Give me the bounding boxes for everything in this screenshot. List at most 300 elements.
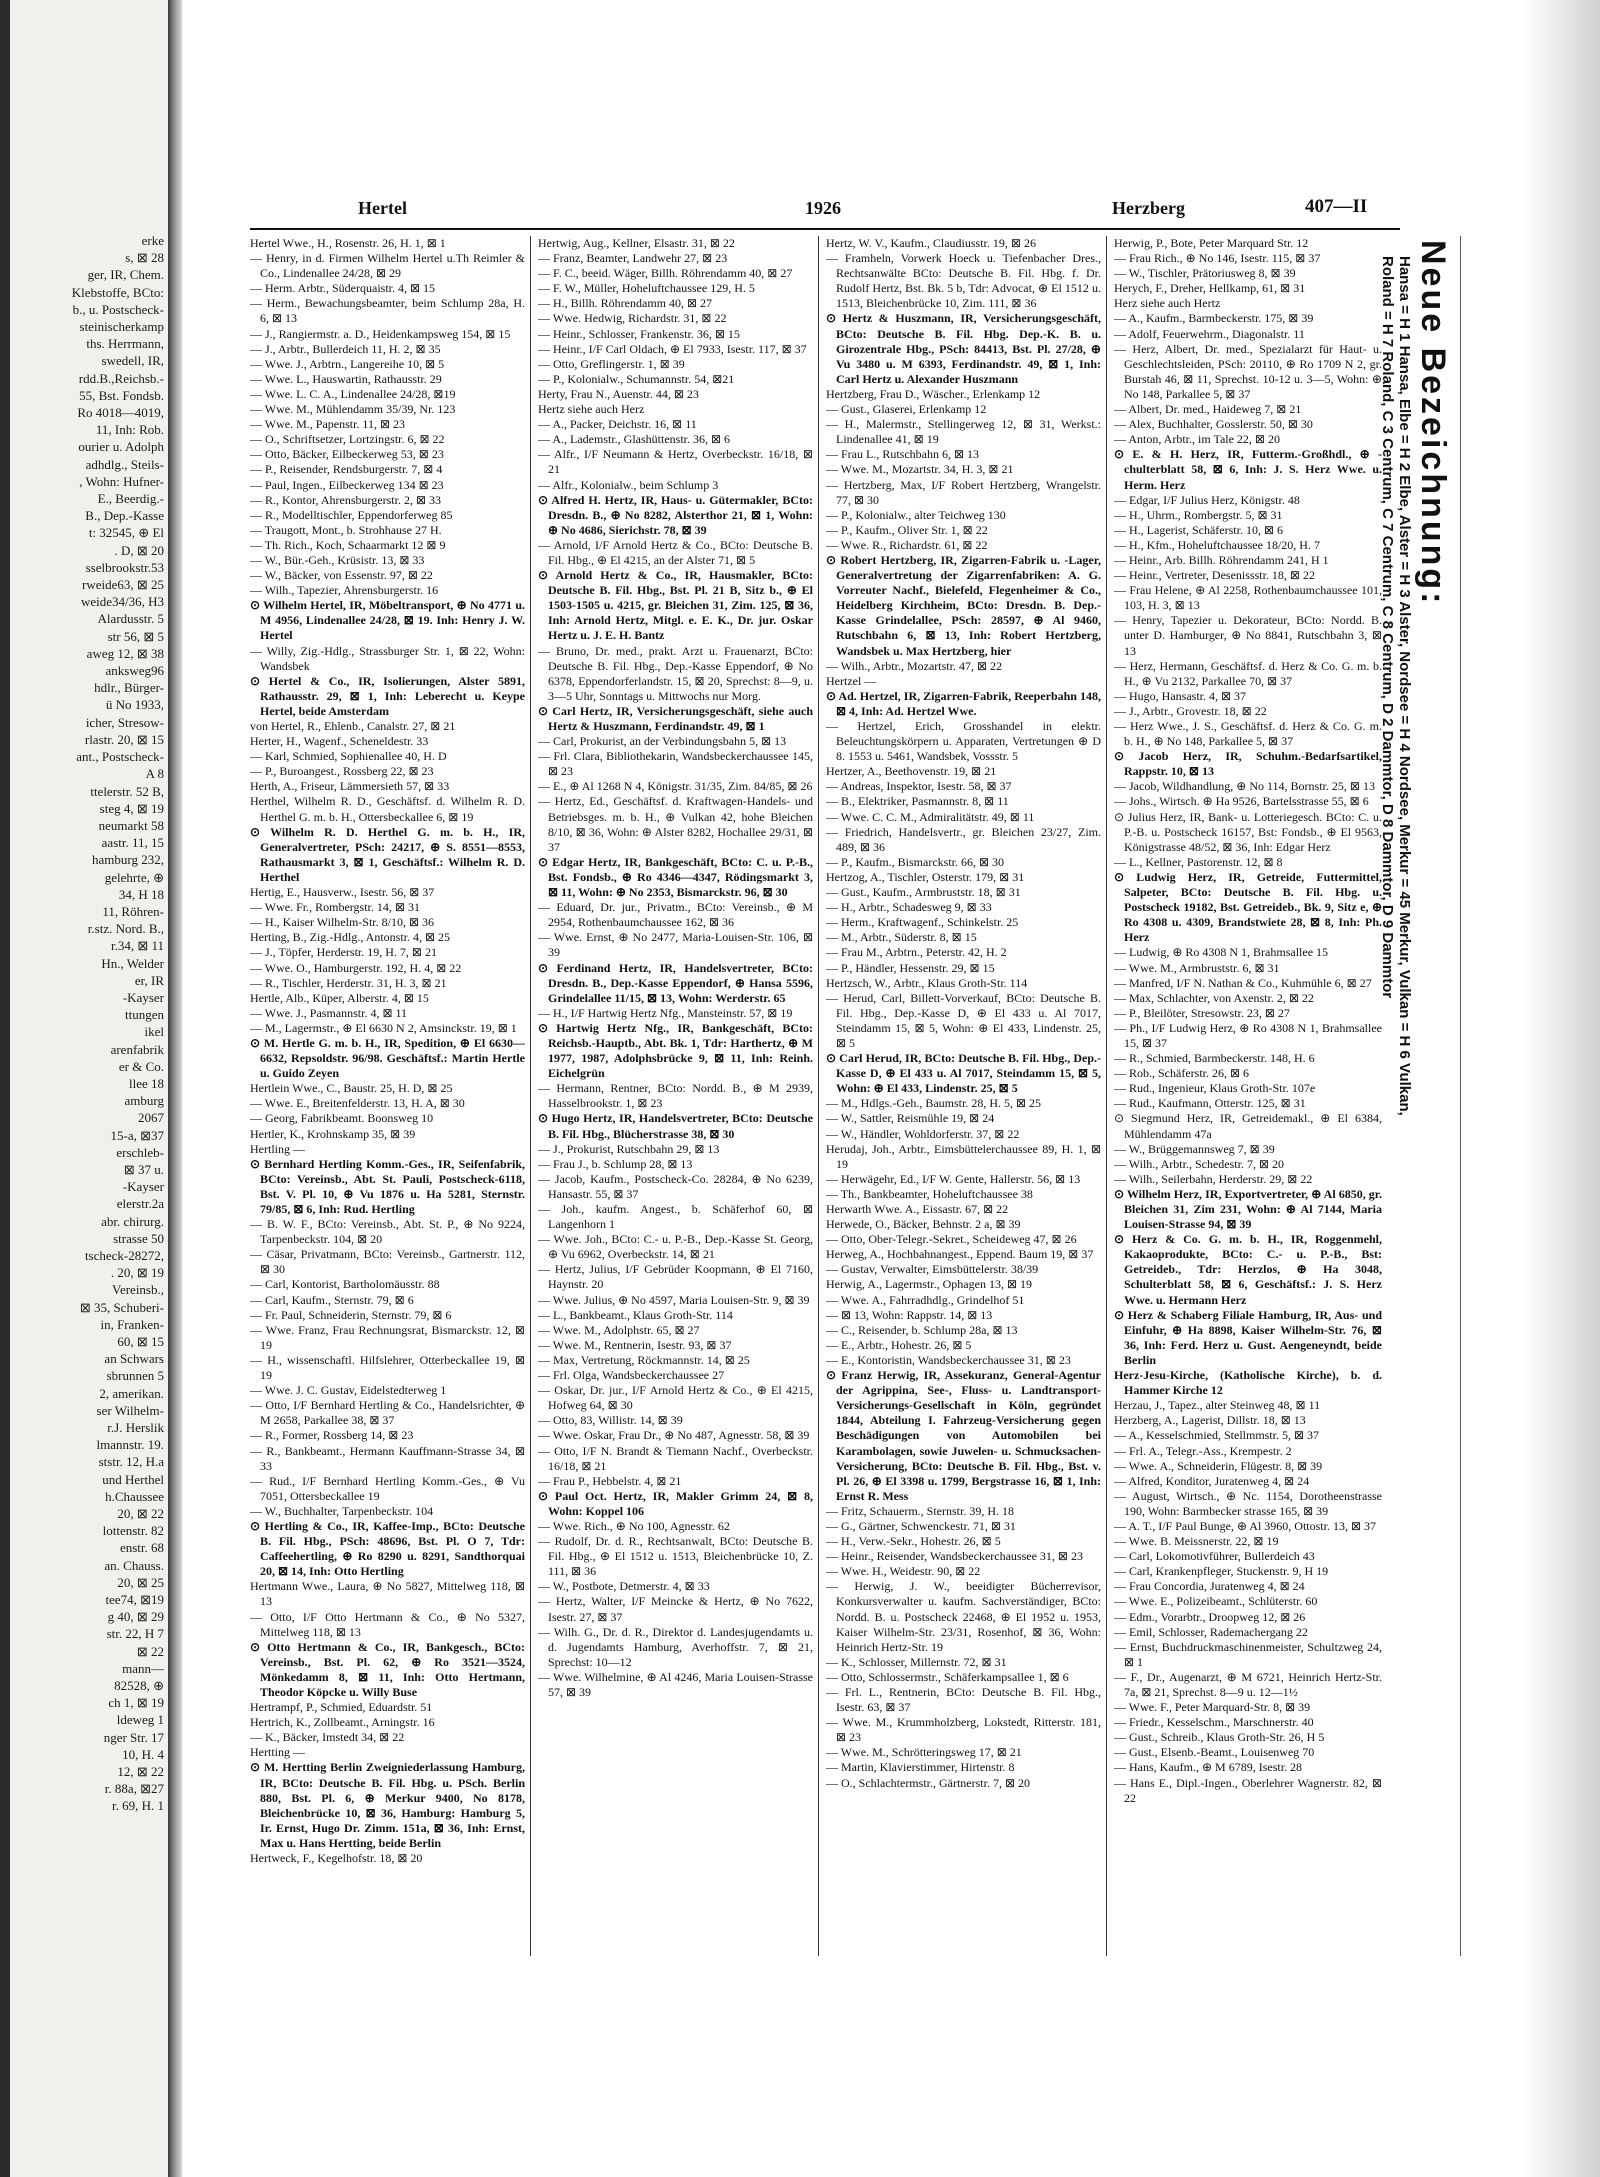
directory-entry: — Wwe. Rich., ⊕ No 100, Agnesstr. 62	[538, 1518, 730, 1533]
directory-entry: — ⊠ 13, Wohn: Rappstr. 14, ⊠ 13	[826, 1307, 993, 1322]
previous-page-line: lottenstr. 82	[102, 1523, 164, 1539]
directory-entry: — W., Tischler, Prätoriusweg 8, ⊠ 39	[1114, 266, 1296, 281]
directory-entry: — O., Schriftsetzer, Lortzingstr. 6, ⊠ 22	[250, 432, 445, 447]
directory-entry: ⊙ Ad. Hertzel, IR, Zigarren-Fabrik, Reeperbahn 148, ⊠ 4, Inh: Ad. Hertzel Wwe.	[826, 688, 1101, 718]
directory-entry: — Frau Rich., ⊕ No 146, Isestr. 115, ⊠ 37	[1114, 251, 1321, 266]
directory-entry: ⊙ Carl Herud, IR, BCto: Deutsche B. Fil. Hbg., Dep.-Kasse D, ⊕ El 433 u. Al 7017, Steindamm 15, ⊠ 5, Wohn: ⊕ El 433, Lindenstr. 25, ⊠ 5	[826, 1051, 1101, 1096]
directory-entry: — Hermann, Rentner, BCto: Nordd. B., ⊕ M 2939, Hasselbrookstr. 1, ⊠ 23	[538, 1081, 813, 1111]
directory-entry: — Hertz, Ed., Geschäftsf. d. Kraftwagen-Handels- und Betriebsges. m. b. H., ⊕ Vulkan 42, hohe Bleichen 8/10, ⊠ 36, Wohn: ⊕ Alster 8282, Hochallee 29/31, ⊠ 37	[538, 794, 813, 854]
directory-entry: — Frau M., Arbtrn., Peterstr. 42, H. 2	[826, 945, 1007, 960]
directory-entry: — Wwe. R., Richardstr. 61, ⊠ 22	[826, 537, 988, 552]
directory-entry: — A. T., I/F Paul Bunge, ⊕ Al 3960, Ottostr. 13, ⊠ 37	[1114, 1518, 1377, 1533]
directory-entry: — Manfred, I/F N. Nathan & Co., Kuhmühle 6, ⊠ 27	[1114, 975, 1372, 990]
previous-page-line: elerstr.2a	[116, 1196, 164, 1212]
directory-entry: — W., Brüggemannsweg 7, ⊠ 39	[1114, 1141, 1275, 1156]
previous-page-line: Hn., Welder	[101, 955, 164, 971]
directory-entry: — Carl, Kaufm., Sternstr. 79, ⊠ 6	[250, 1292, 414, 1307]
directory-entry: ⊙ Franz Herwig, IR, Assekuranz, General-Agentur der Agrippina, See-, Fluss- u. Landtransport-Versicherungs-Gesellschaft in Köln, gegründet 1844, Abteilung I. Fahrzeug-Versicherung gegen Beschädigungen von Automobilen bei Karambolagen, sowie Juwelen- u. Schmucksachen-Versicherung, BCto: Deutsche B. Fil. Hbg., Bst. v. Pl. 26, ⊕ El 3398 u. 1799, Bergstrasse 16, ⊠ 1, Inh: Ernst R. Mess	[826, 1368, 1101, 1503]
directory-entry: — August, Wirtsch., ⊕ Nc. 1154, Dorotheenstrasse 190, Wohn: Barmbecker strasse 165, ⊠ 39	[1114, 1488, 1382, 1518]
directory-entry: Hertig, E., Hausverw., Isestr. 56, ⊠ 37	[250, 885, 435, 900]
directory-entry: — J., Prokurist, Rutschbahn 29, ⊠ 13	[538, 1141, 720, 1156]
directory-entry: — Wwe. J., Arbtrn., Langereihe 10, ⊠ 5	[250, 356, 445, 371]
directory-entry: — L., Bankbeamt., Klaus Groth-Str. 114	[538, 1307, 733, 1322]
directory-entry: — Alfr., Kolonialw., beim Schlump 3	[538, 477, 719, 492]
directory-entry: — E., Arbtr., Hohestr. 26, ⊠ 5	[826, 1337, 972, 1352]
directory-entry: ⊙ Ferdinand Hertz, IR, Handelsvertreter, BCto: Dresdn. B., Dep.-Kasse Eppendorf, ⊕ Hansa 5596, Grindelallee 11/15, ⊠ 13, Wohn: Werderstr. 65	[538, 960, 813, 1005]
book-gutter	[168, 0, 182, 2177]
directory-entry: — Anton, Arbtr., im Tale 22, ⊠ 20	[1114, 432, 1280, 447]
directory-entry: Herwarth Wwe. A., Eissastr. 67, ⊠ 22	[826, 1202, 1009, 1216]
directory-entry: — P., Reisender, Rendsburgerstr. 7, ⊠ 4	[250, 462, 443, 477]
directory-entry: ⊙ M. Hertle G. m. b. H., IR, Spedition, ⊕ El 6630—6632, Repsoldstr. 96/98. Geschäftsf.: Martin Hertle u. Guido Zeyen	[250, 1035, 525, 1081]
directory-entry: ⊙ Ludwig Herz, IR, Getreide, Futtermittel, Salpeter, BCto: Deutsche B. Fil. Hbg. u. Postscheck 19182, Bst. Getreideb., Bk. 9, Sitz e, ⊕ Ro 4308 u. 4309, Brandstwiete 28, ⊠ 8, Inh: Ph. Herz	[1114, 869, 1382, 945]
header-last-entry: Herzberg	[1112, 198, 1185, 218]
directory-entry: — Martin, Klavierstimmer, Hirtenstr. 8	[826, 1760, 1015, 1775]
directory-entry: Hertzel —	[826, 673, 877, 688]
directory-entry: Herter, H., Wagenf., Scheneldestr. 33	[250, 734, 429, 749]
directory-entry: — P., Kaufm., Oliver Str. 1, ⊠ 22	[826, 522, 988, 537]
directory-entry: — Th. Rich., Koch, Schaarmarkt 12 ⊠ 9	[250, 537, 446, 552]
directory-entry: — E., Kontoristin, Wandsbeckerchaussee 31, ⊠ 23	[826, 1352, 1071, 1367]
directory-entry: Hertle, Alb., Küper, Alberstr. 4, ⊠ 15	[250, 990, 429, 1005]
directory-entry: — Wwe. M., Mozartstr. 34, H. 3, ⊠ 21	[826, 462, 1014, 477]
directory-entry: ⊙ Alfred H. Hertz, IR, Haus- u. Gütermakler, BCto: Dresdn. B., ⊕ No 8282, Alsterthor 21, ⊠ 1, Wohn: ⊕ No 4686, Sierichstr. 78, ⊠ 39	[538, 492, 813, 537]
directory-entry: Herwig, A., Lagermstr., Ophagen 13, ⊠ 19	[826, 1277, 1033, 1292]
directory-entry: Hertrampf, P., Schmied, Eduardstr. 51	[250, 1700, 433, 1715]
previous-page-line: 11, Inh: Rob.	[95, 422, 164, 438]
directory-entry: ⊙ Julius Herz, IR, Bank- u. Lotteriegesch. BCto: C. u. P.-B. u. Postscheck 16157, Bst: Fondsb., ⊕ El 9563, Königstrasse 48/52, ⊠ 36, Inh: Edgar Herz	[1114, 809, 1382, 854]
directory-entry: — Heinr., Vertreter, Desenissstr. 18, ⊠ 22	[1114, 568, 1315, 583]
directory-entry: — Wwe. A., Schneiderin, Flügestr. 8, ⊠ 39	[1114, 1458, 1323, 1473]
previous-page-line: tscheck-28272,	[84, 1247, 164, 1263]
previous-page-line: weide34/36, H3	[80, 594, 164, 610]
directory-entry: — Wwe. Fr., Rombergstr. 14, ⊠ 31	[250, 900, 420, 915]
directory-entry: ⊙ Herz & Schaberg Filiale Hamburg, IR, Aus- und Einfuhr, ⊕ Ha 8898, Kaiser Wilhelm-Str. 76, ⊠ 36, Inh: Ferd. Herz u. Gust. Aengeneyndt, beide Berlin	[1114, 1307, 1382, 1367]
directory-entry: Herzberg, A., Lagerist, Dillstr. 18, ⊠ 13	[1114, 1413, 1306, 1428]
directory-entry: — Hertz, Walter, I/F Meincke & Hertz, ⊕ No 7622, Isestr. 27, ⊠ 37	[538, 1594, 813, 1624]
previous-page-line: 2, amerikan.	[99, 1385, 164, 1401]
column-divider	[818, 236, 819, 1956]
directory-entry: — Frau J., b. Schlump 28, ⊠ 13	[538, 1156, 693, 1171]
previous-page-line: er & Co.	[118, 1058, 164, 1074]
directory-entry: — H., Verw.-Sekr., Hohestr. 26, ⊠ 5	[826, 1534, 1001, 1549]
directory-entry: — Fr. Paul, Schneiderin, Sternstr. 79, ⊠ 6	[250, 1307, 452, 1322]
directory-entry: — F. C., beeid. Wäger, Billh. Röhrendamm 40, ⊠ 27	[538, 266, 793, 281]
directory-entry: — Carl, Prokurist, an der Verbindungsbahn 5, ⊠ 13	[538, 734, 787, 749]
directory-entry: Hertwig, Aug., Kellner, Elsastr. 31, ⊠ 22	[538, 236, 735, 250]
page-number: 407—II	[1305, 196, 1368, 217]
directory-entry: — H., Arbtr., Schadesweg 9, ⊠ 33	[826, 900, 992, 915]
directory-entry: — R., Bankbeamt., Hermann Kauffmann-Strasse 34, ⊠ 33	[250, 1443, 525, 1473]
directory-entry: — Otto, I/F Otto Hertmann & Co., ⊕ No 5327, Mittelweg 118, ⊠ 13	[250, 1609, 525, 1639]
previous-page-line: 20, ⊠ 25	[117, 1574, 164, 1590]
directory-entry: — P., Kolonialw., Schumannstr. 54, ⊠21	[538, 371, 735, 386]
previous-page-line: 82528, ⊕	[114, 1678, 164, 1694]
directory-entry: — J., Töpfer, Herderstr. 19, H. 7, ⊠ 21	[250, 945, 437, 960]
previous-page-line: -Kayser	[122, 989, 164, 1005]
directory-entry: Hertrich, K., Zollbeamt., Arningstr. 16	[250, 1715, 435, 1730]
previous-page-line: ⊠ 35, Schuberi-	[79, 1299, 164, 1315]
directory-entry: — P., Bleilöter, Stresowstr. 23, ⊠ 27	[1114, 1005, 1290, 1020]
directory-entry: — Jacob, Kaufm., Postscheck-Co. 28284, ⊕ No 6239, Hansastr. 55, ⊠ 37	[538, 1171, 813, 1201]
previous-page-line: ser Wilhelm-	[96, 1402, 164, 1418]
previous-page-line: aweg 12, ⊠ 38	[86, 645, 164, 661]
directory-entry: — Wwe. M., Adolphstr. 65, ⊠ 27	[538, 1322, 700, 1337]
directory-entry: — Wwe. M., Papenstr. 11, ⊠ 23	[250, 417, 406, 432]
directory-entry: — Bruno, Dr. med., prakt. Arzt u. Frauenarzt, BCto: Deutsche B. Fil. Hbg., Dep.-Kasse Eppendorf, ⊕ No 6378, Eppendorferlandstr. 15, ⊠ 20, Sprechst: 8—9, u. 3—5 Uhr, Sonntags u. Mittwochs nur Morg.	[538, 643, 813, 703]
previous-page-line: abr. chirurg.	[101, 1213, 164, 1229]
column-4	[1114, 236, 1382, 1996]
directory-entry: — Wwe. J., Pasmannstr. 4, ⊠ 11	[250, 1005, 408, 1020]
directory-entry: ⊙ Arnold Hertz & Co., IR, Hausmakler, BCto: Deutsche B. Fil. Hbg., Bst. Pl. 21 B, Sitz b., ⊕ El 1503-1505 u. 4215, gr. Bleichen 31, Zim. 125, ⊠ 36, Inh: Arnold Hertz, Mitgl. e. E. K., Dr. jur. Oskar Hertz u. J. E. H. Bantz	[538, 568, 813, 643]
directory-entry: — Gust., Kaufm., Armbruststr. 18, ⊠ 31	[826, 885, 1021, 900]
directory-entry: — Herz, Hermann, Geschäftsf. d. Herz & Co. G. m. b. H., ⊕ Vu 2132, Parkallee 70, ⊠ 37	[1114, 658, 1382, 688]
previous-page-line: und Herthel	[102, 1471, 164, 1487]
directory-entry: — Wwe. Hedwig, Richardstr. 31, ⊠ 22	[538, 311, 727, 326]
previous-page-line: ⊠ 22	[136, 1643, 164, 1659]
directory-entry: Herudaj, Joh., Arbtr., Eimsbüttelerchaussee 89, H. 1, ⊠ 19	[826, 1141, 1101, 1171]
directory-entry: ⊙ Hertling & Co., IR, Kaffee-Imp., BCto: Deutsche B. Fil. Hbg., PSch: 48696, Bst. Pl. O 7, Tdr: Caffeehertling, ⊕ Ro 8290 u. 8291, Sandthorquai 20, ⊠ 14, Inh: Otto Hertling	[250, 1518, 525, 1579]
directory-entry: — Johs., Wirtsch. ⊕ Ha 9526, Bartelsstrasse 55, ⊠ 6	[1114, 794, 1369, 809]
previous-page-line: r. 69, H. 1	[112, 1798, 164, 1814]
directory-entry: — Wwe. J. C. Gustav, Eidelstedterweg 1	[250, 1383, 447, 1398]
directory-entry: — Hertzel, Erich, Grosshandel in elektr. Beleuchtungskörpern u. Apparaten, Vertretungen ⊕ D 8. 1553 u. 5461, Wandsbek, Vossstr. 5	[826, 719, 1101, 764]
directory-entry: — Gustav, Verwalter, Eimsbüttelerstr. 38/39	[826, 1262, 1039, 1277]
directory-entry: — W., Händler, Wohldorferstr. 37, ⊠ 22	[826, 1126, 1020, 1141]
directory-entry: — Heinr., I/F Carl Oldach, ⊕ El 7933, Isestr. 117, ⊠ 37	[538, 341, 807, 356]
directory-entry: — Max, Schlachter, von Axenstr. 2, ⊠ 22	[1114, 990, 1314, 1005]
directory-entry: — Wilh., Arbtr., Mozartstr. 47, ⊠ 22	[826, 658, 1003, 673]
directory-entry: Hertweck, F., Kegelhofstr. 18, ⊠ 20	[250, 1851, 423, 1866]
previous-page-line: . D, ⊠ 20	[114, 542, 164, 558]
previous-page-line: sselbrookstr.53	[85, 559, 164, 575]
directory-entry: — Wwe. Wilhelmine, ⊕ Al 4246, Maria Louisen-Strasse 57, ⊠ 39	[538, 1669, 813, 1699]
header-first-entry: Hertel	[358, 198, 407, 218]
directory-entry: Herych, F., Dreher, Hellkamp, 61, ⊠ 31	[1114, 281, 1306, 296]
previous-page-line: A 8	[145, 766, 164, 782]
previous-page-line: str 56, ⊠ 5	[107, 628, 164, 644]
directory-entry: — Wwe. H., Weidestr. 90, ⊠ 22	[826, 1564, 981, 1579]
directory-entry: — Rud., Ingenieur, Klaus Groth-Str. 107e	[1114, 1081, 1316, 1096]
directory-entry: — Otto, Bäcker, Eilbeckerweg 53, ⊠ 23	[250, 447, 444, 462]
directory-entry: — Wwe. A., Fahrradhdlg., Grindelhof 51	[826, 1292, 1025, 1307]
directory-entry: — Hugo, Hansastr. 4, ⊠ 37	[1114, 688, 1247, 703]
previous-page-line: erschleb-	[116, 1144, 164, 1160]
directory-entry: — Frl. A., Telegr.-Ass., Krempestr. 2	[1114, 1443, 1292, 1458]
notice-text	[1379, 240, 1452, 1920]
directory-entry: — Fritz, Schauerm., Sternstr. 39, H. 18	[826, 1503, 1014, 1518]
notice-title: Neue Bezeichnung:	[1414, 240, 1452, 607]
directory-entry: — Wwe. Joh., BCto: C.- u. P.-B., Dep.-Kasse St. Georg, ⊕ Vu 6962, Overbeckstr. 14, ⊠ 21	[538, 1232, 813, 1262]
previous-page-line: ant., Postscheck-	[76, 749, 164, 765]
previous-page-fragment	[10, 0, 168, 2177]
directory-entry: — Friedrich, Handelsvertr., gr. Bleichen 23/27, Zim. 489, ⊠ 36	[826, 824, 1101, 854]
directory-entry: — R., Tischler, Herderstr. 31, H. 3, ⊠ 21	[250, 975, 447, 990]
directory-entry: — Wwe. M., Rentnerin, Isestr. 93, ⊠ 37	[538, 1337, 732, 1352]
directory-entry: Hertting —	[250, 1745, 305, 1760]
directory-entry: — Wilh. G., Dr. d. R., Direktor d. Landesjugendamts u. d. Jugendamts Hamburg, Averhoffstr. 7, ⊠ 21, Sprechst: 10—12	[538, 1624, 813, 1669]
previous-page-line: h.Chaussee	[105, 1488, 164, 1504]
directory-entry: — Adolf, Feuerwehrm., Diagonalstr. 11	[1114, 326, 1305, 341]
banner-divider	[1460, 236, 1461, 1956]
column-divider	[1106, 236, 1107, 1956]
directory-entry: — Wwe. E., Breitenfelderstr. 13, H. A, ⊠ 30	[250, 1096, 465, 1111]
directory-entry: — Otto, Schlossermstr., Schäferkampsallee 1, ⊠ 6	[826, 1669, 1069, 1684]
previous-page-line: -Kayser	[122, 1179, 164, 1195]
directory-entry: — C., Reisender, b. Schlump 28a, ⊠ 13	[826, 1322, 1018, 1337]
directory-entry: — Heinr., Schlosser, Frankenstr. 36, ⊠ 15	[538, 326, 740, 341]
scan-margin-right	[1520, 0, 1600, 2177]
previous-page-line: gelehrte, ⊕	[104, 869, 164, 885]
directory-entry: — H., Kfm., Hoheluftchaussee 18/20, H. 7	[1114, 537, 1320, 552]
directory-entry: — W., Postbote, Detmerstr. 4, ⊠ 33	[538, 1579, 710, 1594]
directory-entry: — Henry, Tapezier u. Dekorateur, BCto: Nordd. B. unter D. Hamburger, ⊕ No 8841, Rutschbahn 3, ⊠ 13	[1114, 613, 1382, 658]
directory-entry: — K., Schlosser, Millernstr. 72, ⊠ 31	[826, 1654, 1007, 1669]
directory-entry: — Wilh., Seilerbahn, Herderstr. 29, ⊠ 22	[1114, 1171, 1313, 1186]
directory-entry: — A., Lademstr., Glashüttenstr. 36, ⊠ 6	[538, 432, 731, 447]
directory-entry: — Framheln, Vorwerk Hoeck u. Tiefenbacher Dres., Rechtsanwälte BCto: Deutsche B. Fil. Hbg. f. Dr. Rudolf Hertz, Bst. Bk. 5 b, Tdr: Advocat, ⊕ El 1512 u. 1513, Bleichenbrücke 10, Zim. 111, ⊠ 36	[826, 251, 1101, 311]
previous-page-line: B., Dep.-Kasse	[85, 508, 164, 524]
previous-page-line: llee 18	[128, 1075, 164, 1091]
directory-entry: Hertz, W. V., Kaufm., Claudiusstr. 19, ⊠ 26	[826, 236, 1036, 250]
directory-entry: — Herz, Albert, Dr. med., Spezialarzt für Haut- u. Geschlechtsleiden, PSch: 20110, ⊕ Ro 1709 N 2, gr. Burstah 46, ⊠ 11, Sprechst. 10-12 u. 3—5, Wohn: ⊕ No 148, Parkallee 5, ⊠ 37	[1114, 341, 1382, 401]
directory-entry: — Herz Wwe., J. S., Geschäftsf. d. Herz & Co. G. m. b. H., ⊕ No 148, Parkallee 5, ⊠ 37	[1114, 719, 1382, 749]
directory-entry: — Carl, Lokomotivführer, Bullerdeich 43	[1114, 1549, 1315, 1564]
previous-page-line: ch 1, ⊠ 19	[108, 1695, 164, 1711]
directory-entry: Herwig, P., Bote, Peter Marquard Str. 12	[1114, 236, 1309, 250]
directory-entry: ⊙ Jacob Herz, IR, Schuhm.-Bedarfsartikel, Rappstr. 10, ⊠ 13	[1114, 749, 1382, 779]
directory-entry: ⊙ Hertel & Co., IR, Isolierungen, Alster 5891, Rathausstr. 29, ⊠ 1, Inh: Leberecht u. Keype Hertel, beide Amsterdam	[250, 673, 525, 718]
directory-entry: — H., Lagerist, Schäferstr. 10, ⊠ 6	[1114, 522, 1284, 537]
directory-entry: — Frl. L., Rentnerin, BCto: Deutsche B. Fil. Hbg., Isestr. 63, ⊠ 37	[826, 1685, 1101, 1715]
previous-page-line: strasse 50	[113, 1230, 164, 1246]
directory-entry: — B., Elektriker, Pasmannstr. 8, ⊠ 11	[826, 794, 1009, 809]
scan-margin-top	[182, 0, 1600, 120]
directory-entry: ⊙ Robert Hertzberg, IR, Zigarren-Fabrik u. -Lager, Generalvertretung der Zigarrenfabriken: A. G. Vorreuter Nachf., Bielefeld, Flegenheimer & Co., Heidelberg Kirchheim, BCto: Dresdn. B. Dep.-Kasse Grindelallee, PSch: 28597, ⊕ Al 9460, Rutschbahn 6, ⊠ 13, Inh: Robert Hertzberg, Wandsbek u. Max Hertzberg, hier	[826, 552, 1101, 658]
directory-entry: — Wwe. B. Meissnerstr. 22, ⊠ 19	[1114, 1534, 1279, 1549]
previous-page-line: Ro 4018—4019,	[77, 405, 164, 421]
directory-entry: — Wwe. M., Mühlendamm 35/39, Nr. 123	[250, 402, 456, 417]
directory-entry: Herz-Jesu-Kirche, (Katholische Kirche), b. d. Hammer Kirche 12	[1114, 1368, 1382, 1398]
directory-entry: — J., Rangiermstr. a. D., Heidenkampsweg 154, ⊠ 15	[250, 326, 511, 341]
directory-entry: — J., Arbtr., Grovestr. 18, ⊠ 22	[1114, 703, 1267, 718]
telephone-exchange-notice	[1379, 240, 1456, 1920]
previous-page-line: Alardusstr. 5	[97, 611, 164, 627]
directory-entry: — Otto, 83, Willistr. 14, ⊠ 39	[538, 1413, 683, 1428]
directory-entry: — B. W. F., BCto: Vereinsb., Abt. St. P., ⊕ No 9224, Tarpenbeckstr. 104, ⊠ 20	[250, 1217, 525, 1247]
directory-entry: — W., Bür.-Geh., Krüsistr. 13, ⊠ 33	[250, 552, 425, 567]
previous-page-line: rdd.B.,Reichsb.-	[78, 370, 164, 386]
directory-entry: ⊙ Wilhelm Hertel, IR, Möbeltransport, ⊕ No 4771 u. M 4956, Lindenallee 24/28, ⊠ 19. Inh: Henry J. W. Hertel	[250, 598, 525, 643]
directory-entry: — Frl. Olga, Wandsbeckerchaussee 27	[538, 1368, 725, 1383]
directory-entry: — Eduard, Dr. jur., Privatm., BCto: Vereinsb., ⊕ M 2954, Rothenbaumchaussee 162, ⊠ 36	[538, 900, 813, 930]
directory-entry: — Hertzberg, Max, I/F Robert Hertzberg, Wrangelstr. 77, ⊠ 30	[826, 477, 1101, 507]
directory-entry: — Wwe. Franz, Frau Rechnungsrat, Bismarckstr. 12, ⊠ 19	[250, 1322, 525, 1352]
directory-entry: — Ludwig, ⊕ Ro 4308 N 1, Brahmsallee 15	[1114, 945, 1329, 960]
previous-page-line: r. 88a, ⊠27	[104, 1781, 164, 1797]
directory-entry: Herting, B., Zig.-Hdlg., Antonstr. 4, ⊠ 25	[250, 930, 451, 945]
directory-entry: — W., Sattler, Reismühle 19, ⊠ 24	[826, 1111, 995, 1126]
previous-page-line: steg 4, ⊠ 19	[99, 800, 164, 816]
previous-page-line: ststr. 12, H.a	[98, 1454, 164, 1470]
directory-entry: — Edm., Vorarbtr., Droopweg 12, ⊠ 26	[1114, 1609, 1306, 1624]
directory-entry: ⊙ Otto Hertmann & Co., IR, Bankgesch., BCto: Vereinsb., Bst. Pl. 62, ⊕ Ro 3521—3524, Mönkedamm 8, ⊠ 11, Inh: Otto Hertmann, Theodor Köpcke u. Willy Buse	[250, 1639, 525, 1699]
directory-entry: — Heinr., Arb. Billh. Röhrendamm 241, H 1	[1114, 552, 1329, 567]
previous-page-line: lmannstr. 19.	[96, 1437, 164, 1453]
directory-entry: Herweg, A., Hochbahnangest., Eppend. Baum 19, ⊠ 37	[826, 1247, 1094, 1262]
directory-entry: — Wwe. M., Schrötteringsweg 17, ⊠ 21	[826, 1745, 1022, 1760]
header-year: 1926	[805, 198, 841, 218]
previous-page-line: neumarkt 58	[98, 817, 164, 833]
directory-entry: — Wwe. O., Hamburgerstr. 192, H. 4, ⊠ 22	[250, 960, 462, 975]
directory-entry: — Wwe. Oskar, Frau Dr., ⊕ No 487, Agnesstr. 58, ⊠ 39	[538, 1428, 810, 1443]
directory-entry: Hertler, K., Krohnskamp 35, ⊠ 39	[250, 1126, 416, 1141]
directory-entry: ⊙ Siegmund Herz, IR, Getreidemakl., ⊕ El 6384, Mühlendamm 47a	[1114, 1111, 1382, 1141]
directory-entry: — W., Bäcker, von Essenstr. 97, ⊠ 22	[250, 568, 433, 583]
directory-entry: Hertling —	[250, 1141, 305, 1156]
previous-page-line: icher, Stresow-	[85, 714, 164, 730]
previous-page-line: 12, ⊠ 22	[117, 1764, 164, 1780]
directory-entry: — Alfred, Konditor, Juratenweg 4, ⊠ 24	[1114, 1473, 1310, 1488]
previous-page-line: r.stz. Nord. B.,	[87, 921, 164, 937]
previous-page-line: amburg	[124, 1093, 164, 1109]
previous-page-line: 11, Röhren-	[102, 903, 164, 919]
previous-page-line: Klebstoffe, BCto:	[71, 284, 164, 300]
previous-page-line: ger, IR, Chem.	[87, 267, 164, 283]
previous-page-line: Vereinsb.,	[112, 1282, 164, 1298]
previous-page-line: . 20, ⊠ 19	[110, 1265, 164, 1281]
directory-entry: — Wwe. L., Hauswartin, Rathausstr. 29	[250, 371, 442, 386]
previous-page-line: swedell, IR,	[101, 353, 164, 369]
directory-entry: Hertzsch, W., Arbtr., Klaus Groth-Str. 114	[826, 975, 1028, 990]
previous-page-line: 20, ⊠ 22	[117, 1506, 164, 1522]
directory-entry: — A., Packer, Deichstr. 16, ⊠ 11	[538, 417, 697, 432]
directory-entry: — P., Buroangest., Rossberg 22, ⊠ 23	[250, 764, 434, 779]
directory-entry: — Traugott, Mont., b. Strohhause 27 H.	[250, 522, 442, 537]
directory-entry: — Otto, I/F Bernhard Hertling & Co., Handelsrichter, ⊕ M 2658, Parkallee 38, ⊠ 37	[250, 1398, 525, 1428]
directory-entry: — Alex, Buchhalter, Gosslerstr. 50, ⊠ 30	[1114, 417, 1313, 432]
directory-entry: — Henry, in d. Firmen Wilhelm Hertel u.Th Reimler & Co., Lindenallee 24/28, ⊠ 29	[250, 251, 525, 281]
directory-entry: — Oskar, Dr. jur., I/F Arnold Hertz & Co., ⊕ El 4215, Hofweg 64, ⊠ 30	[538, 1383, 813, 1413]
directory-entry: — Friedr., Kesselschm., Marschnerstr. 40	[1114, 1715, 1314, 1730]
directory-entry: Herwede, O., Bäcker, Behnstr. 2 a, ⊠ 39	[826, 1217, 1021, 1232]
previous-page-line: ü No 1933,	[105, 697, 164, 713]
directory-entry: — O., Schlachtermstr., Gärtnerstr. 7, ⊠ 20	[826, 1775, 1031, 1790]
directory-entry: — K., Bäcker, Imstedt 34, ⊠ 22	[250, 1730, 405, 1745]
directory-entry: — Paul, Ingen., Eilbeckerweg 134 ⊠ 23	[250, 477, 444, 492]
directory-entry: ⊙ Hertz & Huszmann, IR, Versicherungsgeschäft, BCto: Deutsche B. Fil. Hbg. Dep.-K. B. u. Girozentrale Hbg., PSch: 84413, Bst. Pl. 27/28, ⊕ Vu 3480 u. M 6393, Ferdinandstr. 49, ⊠ 1, Inh: Carl Hertz u. Alexander Huszmann	[826, 311, 1101, 386]
directory-entry: ⊙ Hartwig Hertz Nfg., IR, Bankgeschäft, BCto: Reichsb.-Hauptb., Abt. Bk. 1, Tdr: Harthertz, ⊕ M 1977, 1987, Adolphsbrücke 9, ⊠ 11, Inh: Reinh. Eichelgrün	[538, 1020, 813, 1081]
directory-entry: — Willy, Zig.-Hdlg., Strassburger Str. 1, ⊠ 22, Wohn: Wandsbek	[250, 643, 525, 673]
directory-entry: Hertz siehe auch Herz	[538, 402, 645, 417]
directory-entry: — Carl, Krankenpfleger, Stuckenstr. 9, H 19	[1114, 1564, 1329, 1579]
previous-page-line: hamburg 232,	[92, 852, 164, 868]
column-divider	[530, 236, 531, 1956]
directory-entry: — Emil, Schlosser, Rademachergang 22	[1114, 1624, 1308, 1639]
previous-page-line: arenfabrik	[110, 1041, 164, 1057]
directory-entry: — Wwe. M., Armbruststr. 6, ⊠ 31	[1114, 960, 1280, 975]
previous-page-line: s, ⊠ 28	[125, 250, 164, 266]
previous-page-line: r.J. Herslik	[107, 1420, 164, 1436]
directory-entry: — R., Schmied, Barmbeckerstr. 148, H. 6	[1114, 1051, 1315, 1066]
directory-entry: ⊙ E. & H. Herz, IR, Futterm.-Großhdl., ⊕ -chulterblatt 58, ⊠ 6, Inh: J. S. Herz Wwe. u. Herm. Herz	[1114, 447, 1382, 492]
previous-page-line: anksweg96	[105, 663, 164, 679]
directory-entry: — H., Kaiser Wilhelm-Str. 8/10, ⊠ 36	[250, 915, 435, 930]
previous-page-line: er, IR	[134, 972, 164, 988]
directory-entry: — Joh., kaufm. Angest., b. Schäferhof 60, ⊠ Langenhorn 1	[538, 1202, 813, 1232]
directory-entry: — Ph., I/F Ludwig Herz, ⊕ Ro 4308 N 1, Brahmsallee 15, ⊠ 37	[1114, 1020, 1382, 1050]
previous-page-line: nger Str. 17	[103, 1729, 164, 1745]
notice-line-1: Hansa = H 1 Hansa, Elbe = H 2 Elbe, Alster = H 3 Alster, Nordsee = H 4 Nordsee, Merkur = 45 Merkur, Vulkan = H 6 Vulkan,	[1396, 256, 1413, 1116]
directory-entry: — Frau P., Hebbelstr. 4, ⊠ 21	[538, 1473, 682, 1488]
directory-entry: — Carl, Kontorist, Bartholomäusstr. 88	[250, 1277, 440, 1292]
previous-page-line: ourier u. Adolph	[78, 439, 164, 455]
directory-entry: — Th., Bankbeamter, Hoheluftchaussee 38	[826, 1186, 1033, 1201]
directory-entry: — Heinr., Reisender, Wandsbeckerchaussee 31, ⊠ 23	[826, 1549, 1083, 1564]
directory-entry: — Wwe. M., Krummholzberg, Lokstedt, Ritterstr. 181, ⊠ 23	[826, 1715, 1101, 1745]
directory-entry: — Wwe. E., Polizeibeamt., Schlüterstr. 60	[1114, 1594, 1318, 1609]
previous-page-line: enstr. 68	[119, 1540, 164, 1556]
directory-entry: — A., Kaufm., Barmbeckerstr. 175, ⊠ 39	[1114, 311, 1314, 326]
directory-entry: — Gust., Glaserei, Erlenkamp 12	[826, 402, 987, 417]
directory-entry: — Alfr., I/F Neumann & Hertz, Overbeckstr. 16/18, ⊠ 21	[538, 447, 813, 477]
directory-entry: — Arnold, I/F Arnold Hertz & Co., BCto: Deutsche B. Fil. Hbg., ⊕ El 4215, an der Alster 71, ⊠ 5	[538, 537, 813, 567]
directory-entry: — Rud., I/F Bernhard Hertling Komm.-Ges., ⊕ Vu 7051, Ottersbeckallee 19	[250, 1473, 525, 1503]
directory-entry: ⊙ M. Hertting Berlin Zweigniederlassung Hamburg, IR, BCto: Deutsche B. Fil. Hbg. u. PSch. Berlin 880, Bst. Pl. 6, ⊕ Merkur 9400, No 8178, Bleichenbrücke 10, ⊠ 36, Hamburg: Hamburg 5, Ir. Ernst, Hugo Dr. Zimm. 151a, ⊠ 36, Inh: Ernst, Max u. Hans Hertting, beide Berlin	[250, 1760, 525, 1850]
directory-entry: — Otto, Greflingerstr. 1, ⊠ 39	[538, 356, 685, 371]
directory-entry: Hertel Wwe., H., Rosenstr. 26, H. 1, ⊠ 1	[250, 236, 446, 250]
directory-entry: — P., Kaufm., Bismarckstr. 66, ⊠ 30	[826, 854, 1005, 869]
directory-entry: — H., Uhrm., Rombergstr. 5, ⊠ 31	[1114, 507, 1283, 522]
directory-entry: — P., Händler, Hessenstr. 29, ⊠ 15	[826, 960, 995, 975]
directory-entry: ⊙ Herz & Co. G. m. b. H., IR, Roggenmehl, Kakaoprodukte, BCto: C.- u. P.-B., Bst: Getreideb., Tdr: Herzlos, ⊕ Ha 3048, Schulterblatt 58, ⊠ 6, Geschäftsf.: J. S. Herz Wwe. u. Hermann Herz	[1114, 1232, 1382, 1307]
previous-page-line: rweide63, ⊠ 25	[81, 577, 164, 593]
directory-entry: — Otto, Ober-Telegr.-Sekret., Scheideweg 47, ⊠ 26	[826, 1232, 1077, 1247]
directory-entry: — L., Kellner, Pastorenstr. 12, ⊠ 8	[1114, 854, 1283, 869]
directory-entry: ⊙ Edgar Hertz, IR, Bankgeschäft, BCto: C. u. P.-B., Bst. Fondsb., ⊕ Ro 4346—4347, Rödingsmarkt 3, ⊠ 11, Wohn: ⊕ No 2353, Bismarckstr. 96, ⊠ 30	[538, 854, 813, 900]
directory-entry: Herth, A., Friseur, Lämmersieth 57, ⊠ 33	[250, 779, 450, 794]
previous-page-line: sbrunnen 5	[106, 1368, 164, 1384]
directory-entry: ⊙ Bernhard Hertling Komm.-Ges., IR, Seifenfabrik, BCto: Vereinsb., Abt. St. Pauli, Postscheck-6118, Bst. V. Pl. 10, ⊕ Vu 1876 u. Ha 5281, Sternstr. 79/85, ⊠ 6, Inh: Rud. Hertling	[250, 1156, 525, 1216]
previous-page-line: 10, H. 4	[122, 1746, 164, 1762]
previous-page-line: 55, Bst. Fondsb.	[79, 387, 164, 403]
previous-page-line: r.34, ⊠ 11	[110, 938, 164, 954]
previous-page-line: an Schwars	[104, 1351, 164, 1367]
previous-page-line: an. Chauss.	[104, 1557, 164, 1573]
previous-page-text	[72, 232, 164, 1815]
directory-entry: — Franz, Beamter, Landwehr 27, ⊠ 23	[538, 251, 728, 266]
previous-page-line: g 40, ⊠ 29	[107, 1609, 164, 1625]
previous-page-line: steinischerkamp	[79, 319, 164, 335]
previous-page-line: , Wohn: Hufner-	[79, 473, 164, 489]
directory-entry: — Rudolf, Dr. d. R., Rechtsanwalt, BCto: Deutsche B. Fil. Hbg., ⊕ El 1512 u. 1513, Bleichenbrücke 10, Z. 111, ⊠ 36	[538, 1534, 813, 1579]
directory-entry: — F., Dr., Augenarzt, ⊕ M 6721, Heinrich Hertz-Str. 7a, ⊠ 21, Sprechst. 8—9 u. 12—1½	[1114, 1669, 1382, 1699]
directory-entry: ⊙ Wilhelm R. D. Herthel G. m. b. H., IR, Generalvertreter, PSch: 24217, ⊕ S. 8551—8553, Rathausmarkt 3, ⊠ 1, Geschäftsf.: Wilhelm R. D. Herthel	[250, 824, 525, 884]
directory-entry: — Wwe. F., Peter Marquard-Str. 8, ⊠ 39	[1114, 1700, 1311, 1715]
previous-page-line: aastr. 11, 15	[101, 835, 164, 851]
directory-entry: — R., Former, Rossberg 14, ⊠ 23	[250, 1428, 414, 1443]
previous-page-line: 15-a, ⊠37	[110, 1127, 164, 1143]
directory-entry: ⊙ Wilhelm Herz, IR, Exportvertreter, ⊕ Al 6850, gr. Bleichen 31, Zim 231, Wohn: ⊕ Al 7144, Maria Louisen-Strasse 94, ⊠ 39	[1114, 1186, 1382, 1232]
previous-page-line: erke	[141, 233, 164, 248]
directory-entry: — Hans, Kaufm., ⊕ M 6789, Isestr. 28	[1114, 1760, 1303, 1775]
directory-entry: — Herud, Carl, Billett-Vorverkauf, BCto: Deutsche B. Fil. Hbg., Dep.-Kasse D, ⊕ El 433 u. Al 7017, Steindamm 15, ⊠ 5, Wohn: ⊕ El 433, Lindenstr. 25, ⊠ 5	[826, 990, 1101, 1050]
column-2	[538, 236, 813, 1996]
directory-entry: — Cäsar, Privatmann, BCto: Vereinsb., Gartnerstr. 112, ⊠ 30	[250, 1247, 525, 1277]
previous-page-line: hdlr., Bürger-	[94, 680, 164, 696]
directory-entry: — H., I/F Hartwig Hertz Nfg., Mansteinstr. 57, ⊠ 19	[538, 1005, 793, 1020]
directory-entry: — Edgar, I/F Julius Herz, Königstr. 48	[1114, 492, 1300, 507]
